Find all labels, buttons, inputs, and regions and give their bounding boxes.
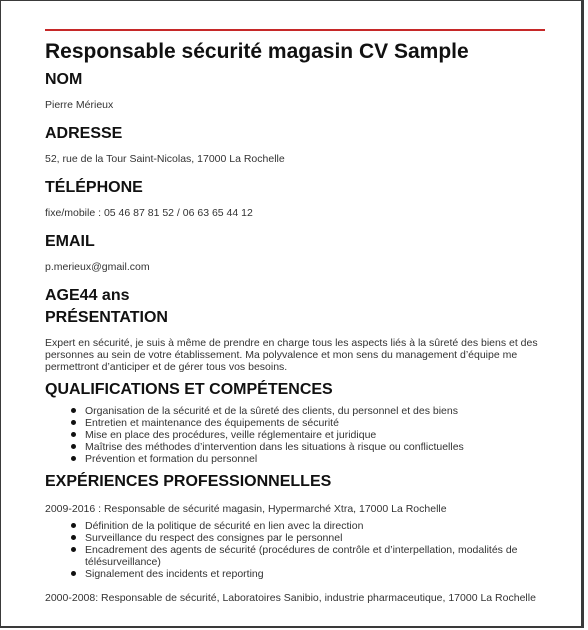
age-label: AGE <box>45 287 80 304</box>
email-value: p.merieux@gmail.com <box>45 261 150 273</box>
list-item: Surveillance du respect des consignes par le personnel <box>85 532 547 544</box>
job-duties-list <box>45 520 547 580</box>
list-item: Définition de la politique de sécurité en lien avec la direction <box>85 520 547 532</box>
page-title: Responsable sécurité magasin CV Sample <box>45 40 469 63</box>
section-heading-presentation: PRÉSENTATION <box>45 309 168 326</box>
section-heading-email: EMAIL <box>45 233 95 250</box>
list-item: Organisation de la sécurité et de la sûreté des clients, du personnel et des biens <box>85 405 547 417</box>
job-title: 2009-2016 : Responsable de sécurité magasin, Hypermarché Xtra, 17000 La Rochelle <box>45 503 447 515</box>
list-item: Encadrement des agents de sécurité (procédures de contrôle et d’interpellation, modalités de télésurveillance) <box>85 544 547 568</box>
adresse-value: 52, rue de la Tour Saint-Nicolas, 17000 La Rochelle <box>45 153 285 165</box>
nom-value: Pierre Mérieux <box>45 99 114 111</box>
age-value: 44 ans <box>79 287 130 304</box>
list-item: Signalement des incidents et reporting <box>85 568 547 580</box>
section-heading-age <box>45 286 547 306</box>
job-title: 2000-2008: Responsable de sécurité, Laboratoires Sanibio, industrie pharmaceutique, 17000 La Rochelle <box>45 592 536 604</box>
list-item: Prévention et formation du personnel <box>85 453 547 465</box>
section-heading-telephone: TÉLÉPHONE <box>45 179 143 196</box>
section-heading-adresse: ADRESSE <box>45 125 123 142</box>
cv-content <box>45 39 547 604</box>
list-item: Mise en place des procédures, veille réglementaire et juridique <box>85 429 547 441</box>
presentation-text: Expert en sécurité, je suis à même de prendre en charge tous les aspects liés à la sûreté des biens et des personnes au sein de votre établissement. Ma polyvalence et mon sens du management d’équipe me permettront d’anticiper et de gérer tous vos besoins. <box>45 337 538 373</box>
title-accent-line <box>45 29 545 31</box>
section-heading-experiences: EXPÉRIENCES PROFESSIONNELLES <box>45 473 332 490</box>
section-heading-qualifications: QUALIFICATIONS ET COMPÉTENCES <box>45 381 333 398</box>
telephone-value: fixe/mobile : 05 46 87 81 52 / 06 63 65 44 12 <box>45 207 253 219</box>
list-item: Entretien et maintenance des équipements de sécurité <box>85 417 547 429</box>
list-item: Maîtrise des méthodes d’intervention dans les situations à risque ou conflictuelles <box>85 441 547 453</box>
section-heading-nom: NOM <box>45 71 83 88</box>
qualifications-list <box>45 405 547 465</box>
